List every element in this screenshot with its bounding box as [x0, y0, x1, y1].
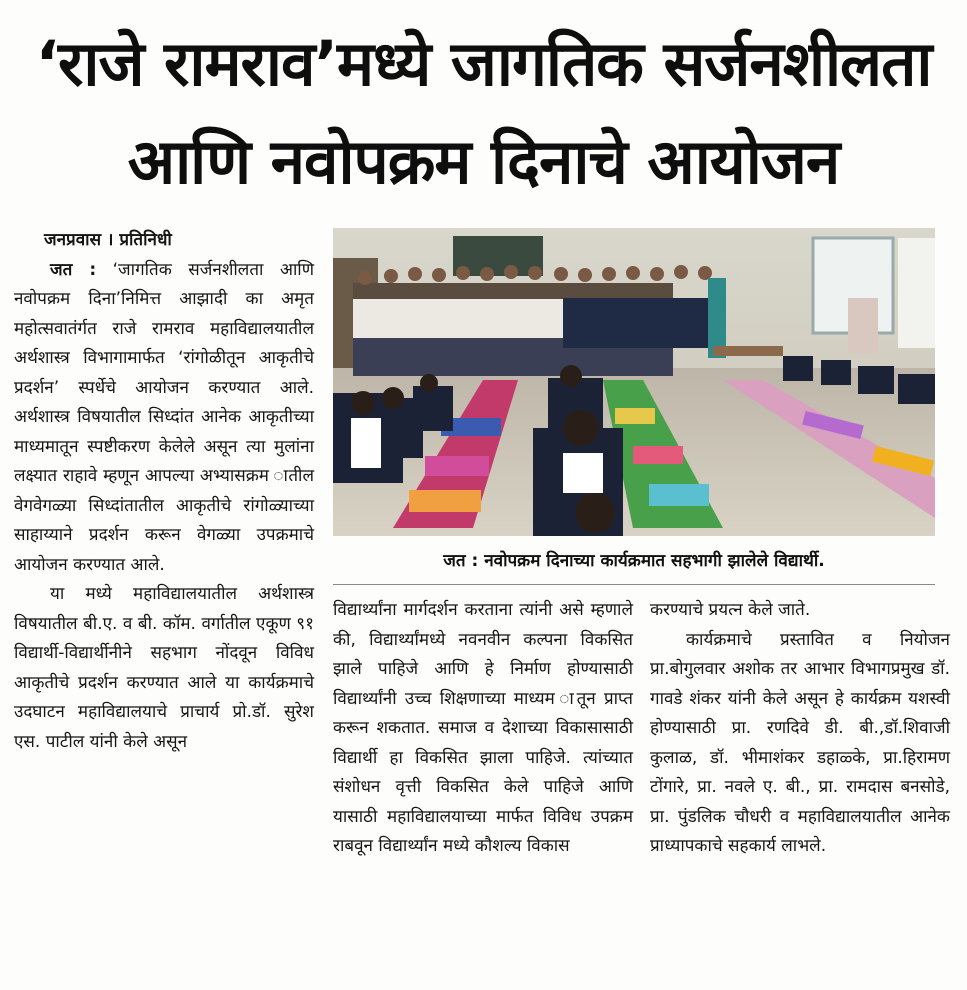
- article-paragraph: करण्याचे प्रयत्न केले जाते.: [650, 600, 811, 620]
- event-photo: [333, 228, 935, 536]
- article-column-1: [14, 226, 314, 757]
- article-paragraph: या मध्ये महाविद्यालयातील अर्थशास्त्र विषयातील बी.ए. व बी. कॉम. वर्गातील एकूण ९१ विद्यार्थी-विद्यार्थीनीने सहभाग नोंदवून विविध आकृतीचे प्रदर्शन करण्यात आले या कार्यक्रमाचे उदघाटन महाविद्यालयाचे प्राचार्य प्रो.डॉ. सुरेश एस. पाटील यांनी केले असून: [14, 584, 314, 752]
- article-paragraph: [14, 256, 314, 581]
- caption-divider: [333, 584, 935, 585]
- headline-line-1: ‘राजे रामराव’मध्ये जागतिक सर्जनशीलता: [35, 27, 932, 100]
- article-column-2: [333, 596, 633, 862]
- article-paragraph: विद्यार्थ्यांना मार्गदर्शन करताना त्यांनी असे म्हणाले की, विद्यार्थ्यांमध्ये नवनवीन कल्पना विकसित झाले पाहिजे आणि हे निर्माण होण्यासाठी विद्यार्थ्यांनी उच्च शिक्षणाच्या माध्यम ातून प्राप्त करून शकतात. समाज व देशाच्या विकासासाठी विद्यार्थी हा विकसित झाला पाहिजे. त्यांच्यात संशोधन वृत्ती विकसित केले पाहिजे आणि यासाठी महाविद्यालयाच्या मार्फत विविध उपक्रम राबवून विद्यार्थ्यांन मध्ये कौशल्य विकास: [333, 600, 633, 856]
- article-text: ‘जागतिक सर्जनशीलता आणि नवोपक्रम दिना’निमित्त आझादी का अमृत महोत्सवातंर्गत राजे रामराव महाविद्यालयातील अर्थशास्त्र विभागामार्फत ‘रांगोळीतून आकृतीचे प्रदर्शन’ स्पर्धेचे आयोजन करण्यात आले. अर्थशास्त्र विषयातील सिध्दांत आनेक आकृतीच्या माध्यमातून स्पष्टीकरण केलेले असून त्या मुलांना लक्ष्यात राहावे म्हणून आपल्या अभ्यासक्रम ातील वेगवेगळ्या सिध्दांतातील आकृतीचे रांगोळ्याच्या साहाय्याने प्रदर्शन करून वेगळ्या उपक्रमाचे आयोजन करण्यात आले.: [14, 259, 315, 575]
- byline: जनप्रवास । प्रतिनिधी: [44, 230, 172, 250]
- article-column-3: [650, 596, 950, 862]
- headline: [0, 22, 967, 204]
- headline-line-2: आणि नवोपक्रम दिनाचे आयोजन: [127, 125, 840, 198]
- article-paragraph: कार्यक्रमाचे प्रस्तावित व नियोजन प्रा.बोगुलवार अशोक तर आभार विभागप्रमुख डॉ. गावडे शंकर यांनी केले असून हे कार्यक्रम यशस्वी होण्यासाठी प्रा. रणदिवे डी. बी.,डॉ.शिवाजी कुलाळ, डॉ. भीमाशंकर डहाळ्के, प्रा.हिरामण टोंगारे, प्रा. नवले ए. बी., प्रा. रामदास बनसोडे, प्रा. पुंडलिक चौधरी व महाविद्यालयातील आनेक प्राध्यापकाचे सहकार्य लाभले.: [650, 629, 950, 856]
- photo-caption: जत : नवोपक्रम दिनाच्या कार्यक्रमात सहभागी झालेले विद्यार्थी.: [443, 551, 825, 571]
- dateline: जत :: [50, 259, 97, 280]
- event-photo-image: [333, 228, 935, 536]
